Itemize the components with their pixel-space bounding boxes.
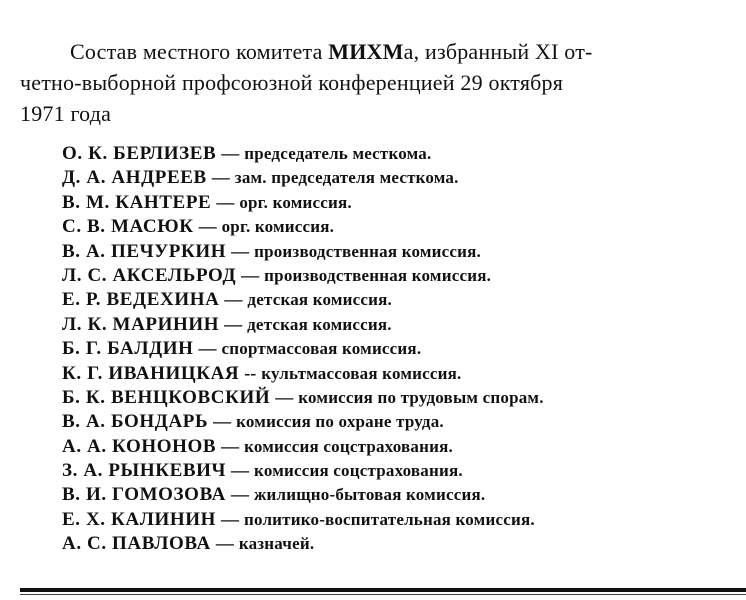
member-role: орг. комиссия. [239,192,352,212]
member-role: детская комиссия. [247,314,392,334]
member-row [62,409,742,433]
member-row [62,190,742,214]
member-row [62,165,742,189]
member-name: Д. А. АНДРЕЕВ [62,167,207,189]
member-dash: — [224,289,243,310]
member-name: К. Г. ИВАНИЦКАЯ [62,362,240,384]
member-row [62,141,742,165]
member-dash: -- [244,362,257,383]
member-role: председатель месткома. [244,144,432,163]
member-dash: — [224,313,243,334]
member-row [62,312,742,336]
member-row [62,482,742,506]
member-role: комиссия по охране труда. [236,412,444,432]
member-name: В. И. ГОМОЗОВА [62,484,226,506]
member-dash: — [231,460,250,481]
member-name: Л. С. АКСЕЛЬРОД [62,264,237,286]
member-dash: — [215,533,234,554]
member-dash: — [211,167,230,188]
heading-line-2: четно-выборной профсоюзной конференцией 29 октября [20,70,564,95]
heading-suffix: а, избранный XI от- [403,39,593,64]
member-role: комиссия соцстрахования. [254,461,463,481]
member-name: Е. Р. ВЕДЕХИНА [62,289,220,311]
organization-name: МИХМ [328,39,404,64]
member-role: зам. председателя месткома. [234,168,459,188]
member-name: С. В. МАСЮК [62,216,194,238]
member-role: орг. комиссия. [221,217,335,237]
member-name: В. М. КАНТЕРЕ [62,191,212,213]
member-name: А. С. ПАВЛОВА [62,533,211,555]
heading-line-1 [20,36,726,67]
member-name: А. А. КОНОНОВ [62,435,217,457]
member-role: жилищно-бытовая комиссия. [253,485,486,505]
member-row [62,263,742,287]
member-role: производственная комиссия. [254,241,481,261]
committee-members-list [62,141,742,556]
member-dash: — [221,143,240,163]
member-dash: — [275,386,294,407]
member-name: З. А. РЫНКЕВИЧ [62,460,227,482]
member-row [62,385,742,409]
member-name: Б. К. ВЕНЦКОВСКИЙ [62,386,271,408]
member-row [62,434,742,458]
member-role: политико-воспитательная комиссия. [243,509,535,529]
member-dash: — [198,338,217,359]
document-heading [20,36,726,129]
member-row [62,458,742,482]
member-row [62,507,742,531]
heading-line-3: 1971 года [20,101,112,126]
member-role: культмассовая комиссия. [261,363,462,383]
member-dash: — [221,435,240,456]
bottom-rule-thin [20,594,746,595]
member-dash: — [216,191,235,212]
member-role: детская комиссия. [247,290,392,310]
member-row [62,239,742,263]
bottom-rule [20,588,746,592]
member-row [62,214,742,238]
member-name: Б. Г. БАЛДИН [62,338,194,360]
member-name: В. А. БОНДАРЬ [62,411,209,433]
member-role: комиссия соцстрахования. [244,436,453,456]
member-name: Е. Х. КАЛИНИН [62,508,216,530]
member-row [62,336,742,360]
member-dash: — [230,484,249,505]
member-role: производственная комиссия. [264,265,492,285]
member-name: О. К. БЕРЛИЗЕВ [62,143,217,164]
member-row [62,531,742,555]
member-role: спортмассовая комиссия. [221,339,422,359]
member-role: казначей. [238,534,315,554]
member-dash: — [241,264,260,285]
member-dash: — [198,216,217,237]
member-name: Л. К. МАРИНИН [62,313,220,335]
member-row [62,287,742,311]
member-name: В. А. ПЕЧУРКИН [62,240,227,262]
member-dash: — [213,411,232,432]
heading-prefix: Состав местного комитета [70,39,329,64]
member-dash: — [220,508,239,529]
member-dash: — [231,240,250,261]
member-row [62,361,742,385]
member-role: комиссия по трудовым спорам. [298,387,544,407]
